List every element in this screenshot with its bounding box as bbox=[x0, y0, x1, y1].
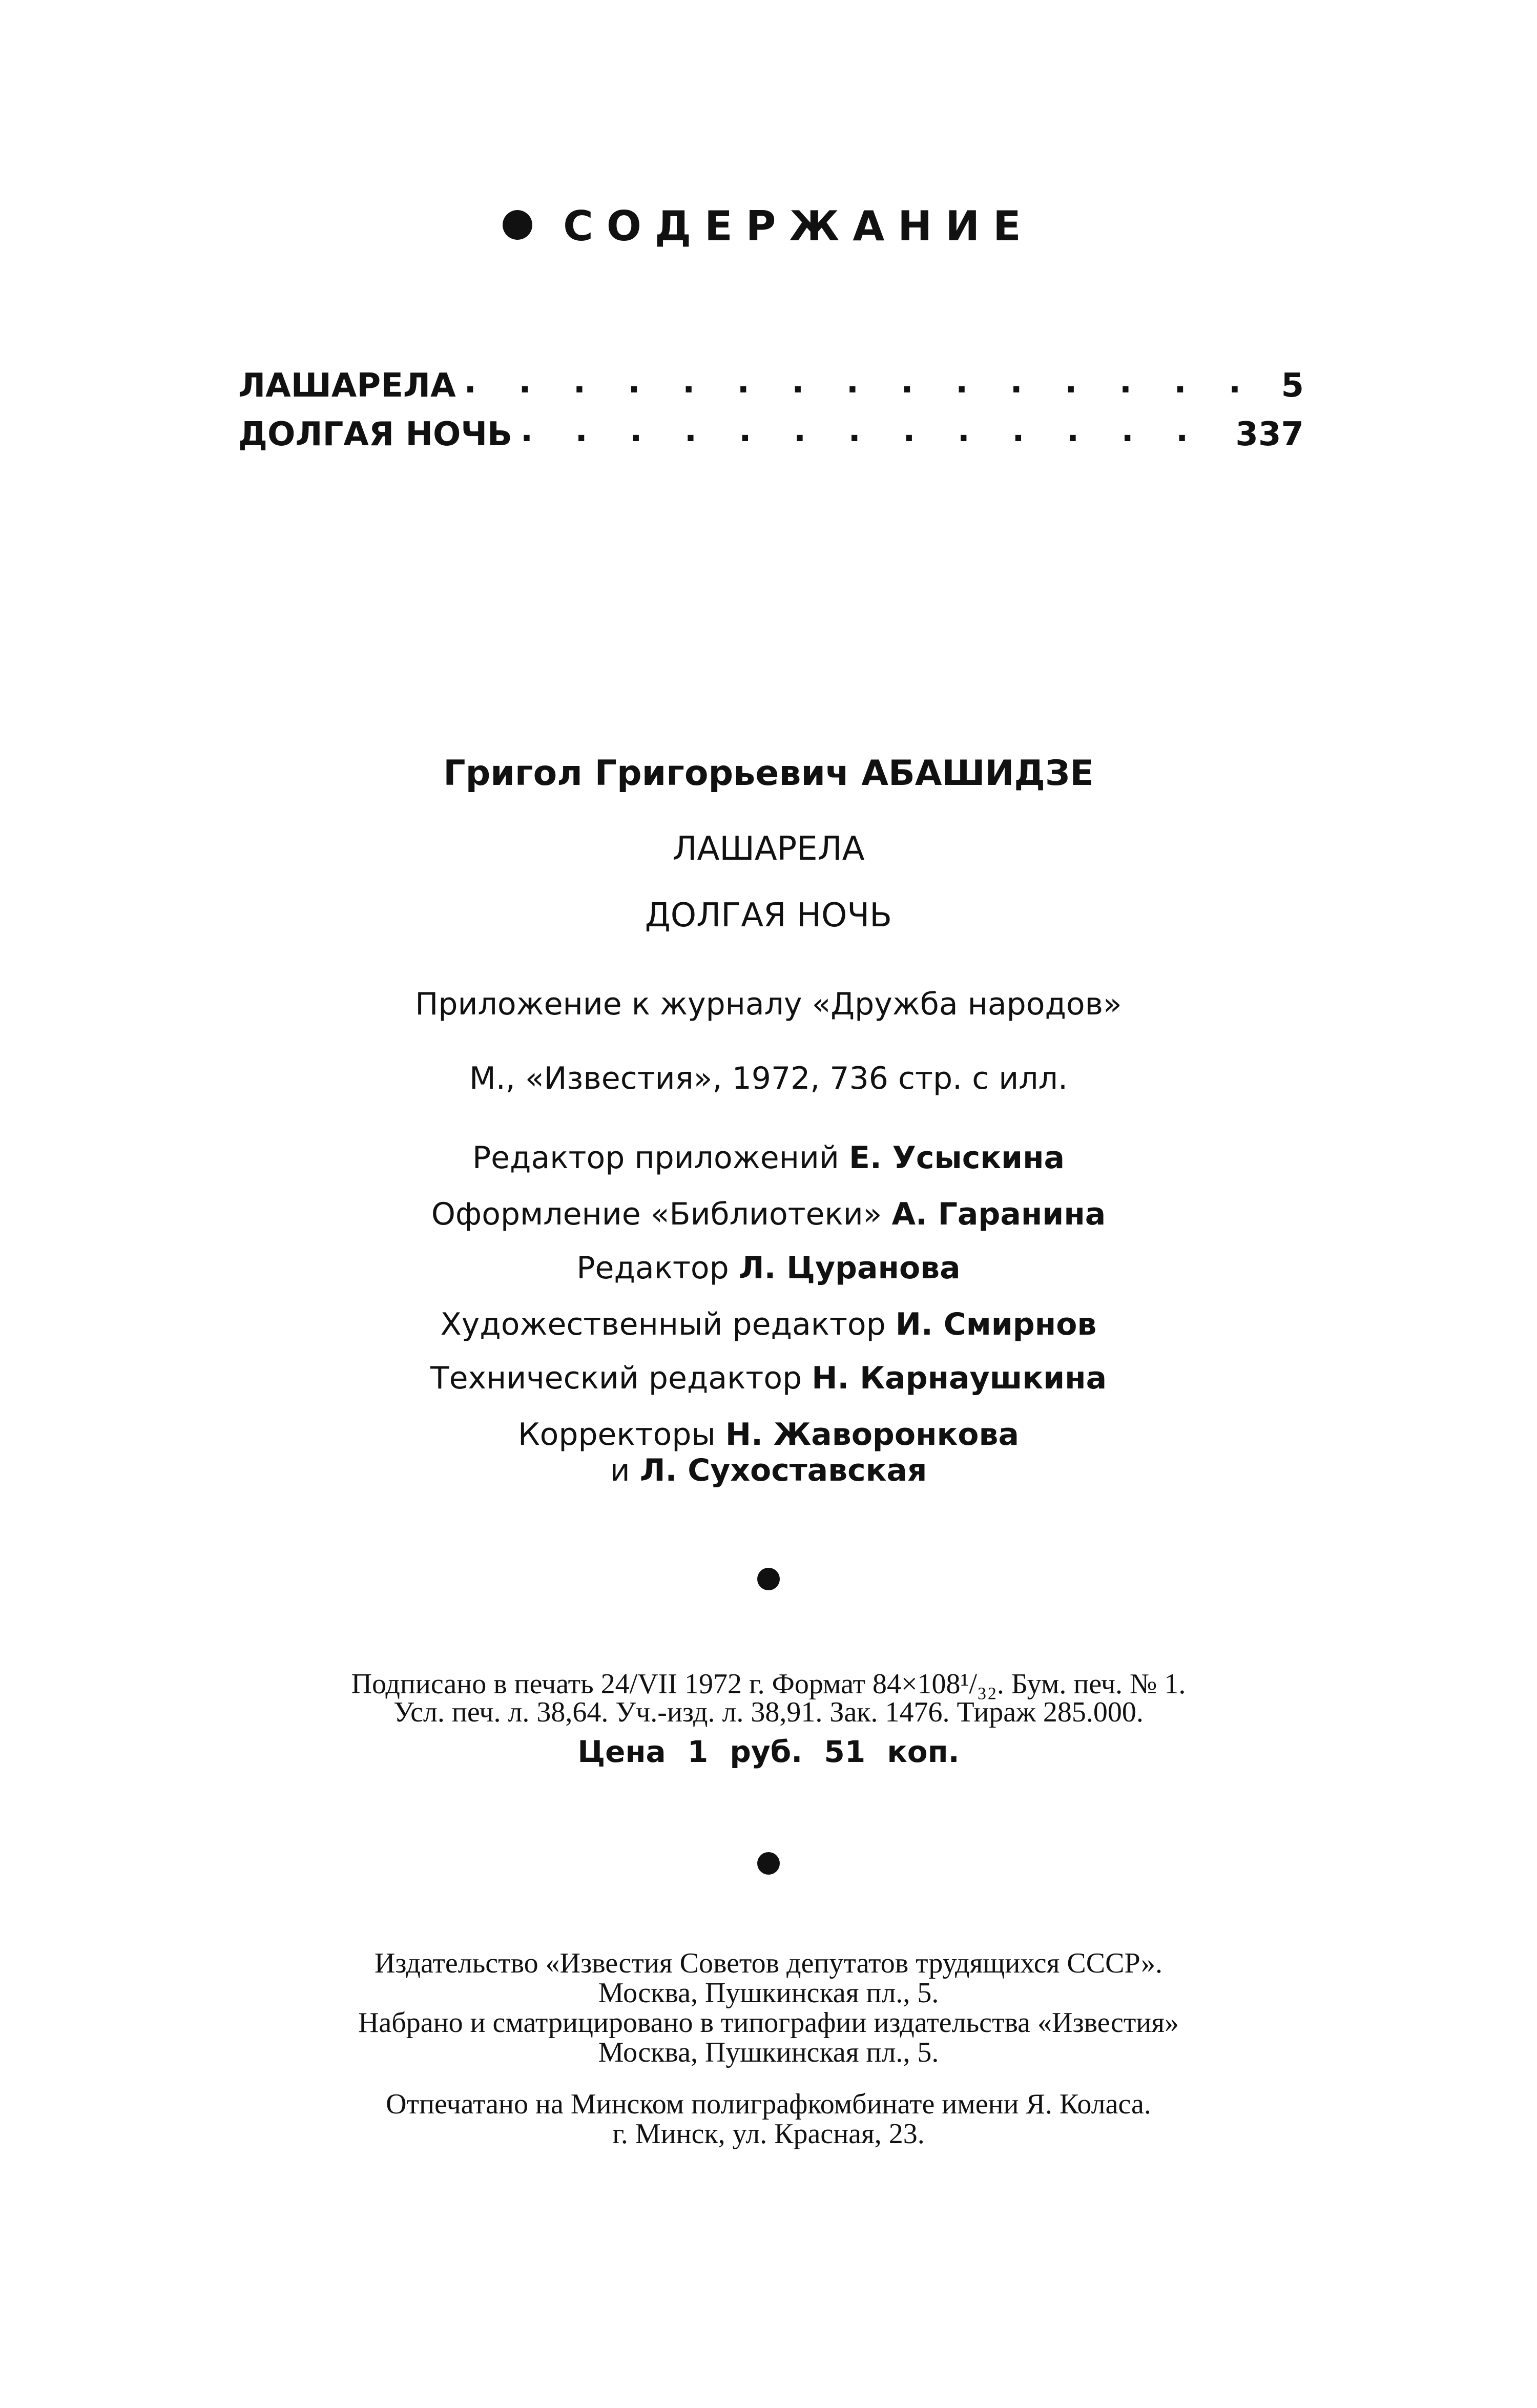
price-line: Цена 1 руб. 51 коп. bbox=[577, 1734, 960, 1769]
credit-line bbox=[0, 1360, 1537, 1396]
dot-leader bbox=[521, 407, 1226, 453]
credit-line bbox=[0, 1140, 1537, 1176]
author-name: Григол Григорьевич АБАШИДЗЕ bbox=[443, 753, 1094, 794]
credit-name: И. Смирнов bbox=[895, 1306, 1097, 1342]
imprint-line: М., «Известия», 1972, 736 стр. с илл. bbox=[469, 1061, 1068, 1096]
work-title: ДОЛГАЯ НОЧЬ bbox=[645, 897, 892, 935]
credit-name: А. Гаранина bbox=[891, 1196, 1106, 1232]
toc-entry-page: 5 bbox=[1281, 367, 1304, 405]
credit-role: Редактор приложений bbox=[472, 1140, 839, 1176]
credit-line bbox=[0, 1306, 1537, 1342]
publisher-line: Москва, Пушкинская пл., 5. bbox=[598, 1977, 939, 2009]
printer-line: г. Минск, ул. Красная, 23. bbox=[612, 2118, 925, 2150]
toc-entry[interactable] bbox=[238, 407, 1304, 453]
publisher-line: Москва, Пушкинская пл., 5. bbox=[598, 2037, 939, 2068]
publisher-line: Издательство «Известия Советов депутатов трудящихся СССР». bbox=[374, 1947, 1162, 1979]
print-details-line: Усл. печ. л. 38,64. Уч.-изд. л. 38,91. Зак. 1476. Тираж 285.000. bbox=[393, 1696, 1144, 1728]
contents-heading bbox=[0, 202, 1537, 250]
dot-leader bbox=[464, 359, 1271, 405]
contents-heading-text: СОДЕРЖАНИЕ bbox=[563, 202, 1034, 250]
credit-role: Корректоры bbox=[518, 1417, 716, 1452]
bullet-icon bbox=[503, 210, 532, 240]
credit-name: Н. Карнаушкина bbox=[812, 1360, 1107, 1396]
credit-line bbox=[0, 1250, 1537, 1286]
supplement-note: Приложение к журналу «Дружба народов» bbox=[415, 986, 1122, 1022]
credit-role: Технический редактор bbox=[430, 1360, 802, 1396]
toc-entry-title: ДОЛГАЯ НОЧЬ bbox=[238, 416, 512, 453]
toc-entry[interactable] bbox=[238, 359, 1304, 405]
ornament-icon bbox=[757, 1852, 780, 1875]
credit-line bbox=[0, 1452, 1537, 1488]
credit-name: Н. Жаворонкова bbox=[725, 1417, 1019, 1452]
publisher-line: Набрано и сматрицировано в типографии издательства «Известия» bbox=[358, 2007, 1179, 2039]
toc-entry-page: 337 bbox=[1235, 416, 1304, 453]
credit-name: Л. Сухоставская bbox=[639, 1452, 927, 1488]
ornament-icon bbox=[757, 1568, 780, 1590]
credit-role: Художественный редактор bbox=[440, 1306, 886, 1342]
credit-role: и bbox=[610, 1452, 630, 1488]
toc-entry-title: ЛАШАРЕЛА bbox=[238, 367, 456, 405]
printer-line: Отпечатано на Минском полиграфкомбинате имени Я. Коласа. bbox=[386, 2088, 1151, 2120]
credit-line bbox=[0, 1417, 1537, 1452]
credit-line bbox=[0, 1196, 1537, 1232]
work-title: ЛАШАРЕЛА bbox=[672, 830, 865, 868]
credit-name: Л. Цуранова bbox=[738, 1250, 961, 1286]
credit-role: Оформление «Библиотеки» bbox=[431, 1196, 882, 1232]
credit-role: Редактор bbox=[576, 1250, 729, 1286]
credit-name: Е. Усыскина bbox=[849, 1140, 1065, 1176]
print-details-line: Подписано в печать 24/VII 1972 г. Формат 84×108¹/₃₂. Бум. печ. № 1. bbox=[351, 1668, 1186, 1700]
